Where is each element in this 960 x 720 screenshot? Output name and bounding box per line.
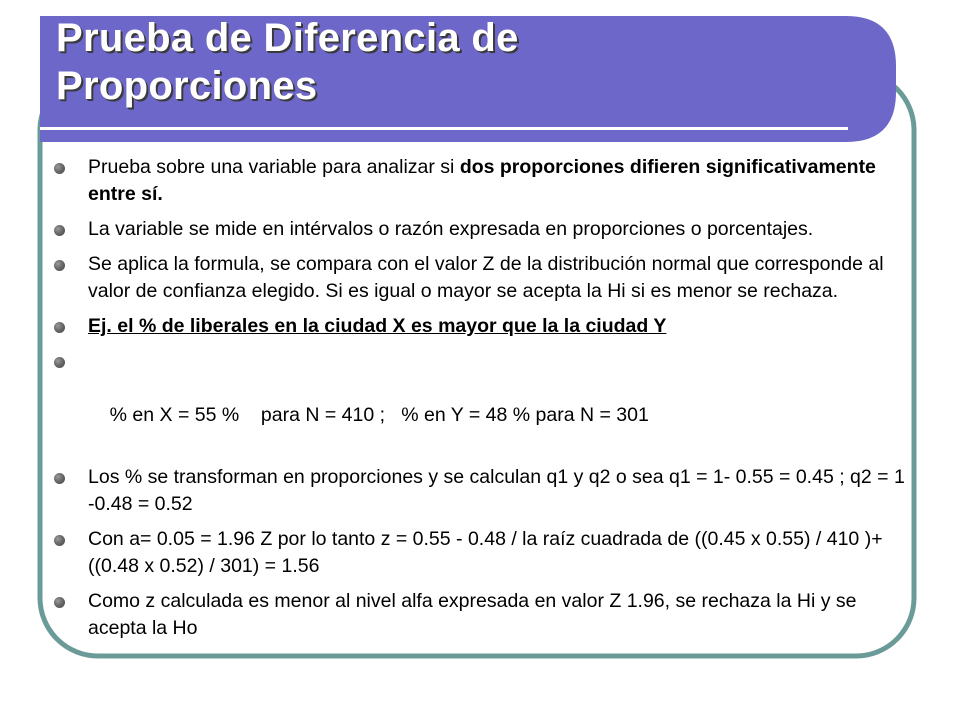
bullet-item-conclusion	[48, 588, 910, 642]
bullet-dot-icon	[54, 322, 65, 333]
bullet-dot-icon	[54, 260, 65, 271]
bullet-item-formula	[48, 251, 910, 305]
bullet-text: La variable se mide en intérvalos o razón expresada en proporciones o porcentajes.	[88, 218, 814, 240]
bullet-text: Se aplica la formula, se compara con el valor Z de la distribución normal que corresponde al valor de confianza elegido. Si es igual o mayor se acepta la Hi si es menor se rechaza.	[88, 253, 884, 302]
bullet-dot-icon	[54, 535, 65, 546]
bullet-item-percentages	[48, 348, 910, 456]
bullet-item-definition	[48, 154, 910, 208]
bullet-text: Con a= 0.05 = 1.96 Z por lo tanto z = 0.55 - 0.48 / la raíz cuadrada de ((0.45 x 0.55) / 410 )+ ((0.48 x 0.52) / 301) = 1.56	[88, 528, 883, 577]
slide-title-line-2: Proporciones	[56, 64, 318, 108]
bullet-text-bold-underline: Ej. el % de liberales en la ciudad X es mayor que la la ciudad Y	[88, 315, 667, 337]
bullet-text: % en X = 55 % para N = 410 ; % en Y = 48 % para N = 301	[109, 404, 649, 426]
title-underline	[40, 127, 848, 130]
bullet-item-calculation	[48, 526, 910, 580]
bullet-item-example	[48, 313, 910, 340]
bullet-item-measurement	[48, 216, 910, 243]
bullet-dot-icon	[54, 163, 65, 174]
bullet-text: Como z calculada es menor al nivel alfa expresada en valor Z 1.96, se rechaza la Hi y se acepta la Ho	[88, 590, 857, 639]
bullet-dot-icon	[54, 473, 65, 484]
bullet-text-bold: dos proporciones difieren significativamente entre sí.	[88, 156, 876, 205]
bullet-dot-icon	[54, 225, 65, 236]
bullet-text: Prueba sobre una variable para analizar si	[88, 156, 460, 178]
bullet-list	[48, 154, 910, 650]
bullet-text: Los % se transforman en proporciones y se calculan q1 y q2 o sea q1 = 1- 0.55 = 0.45 ; q2 = 1 -0.48 = 0.52	[88, 466, 905, 515]
slide-title	[56, 14, 856, 110]
bullet-item-proportions	[48, 464, 910, 518]
bullet-dot-icon	[54, 597, 65, 608]
bullet-dot-icon	[54, 357, 65, 368]
slide-title-line-1: Prueba de Diferencia de	[56, 16, 519, 60]
